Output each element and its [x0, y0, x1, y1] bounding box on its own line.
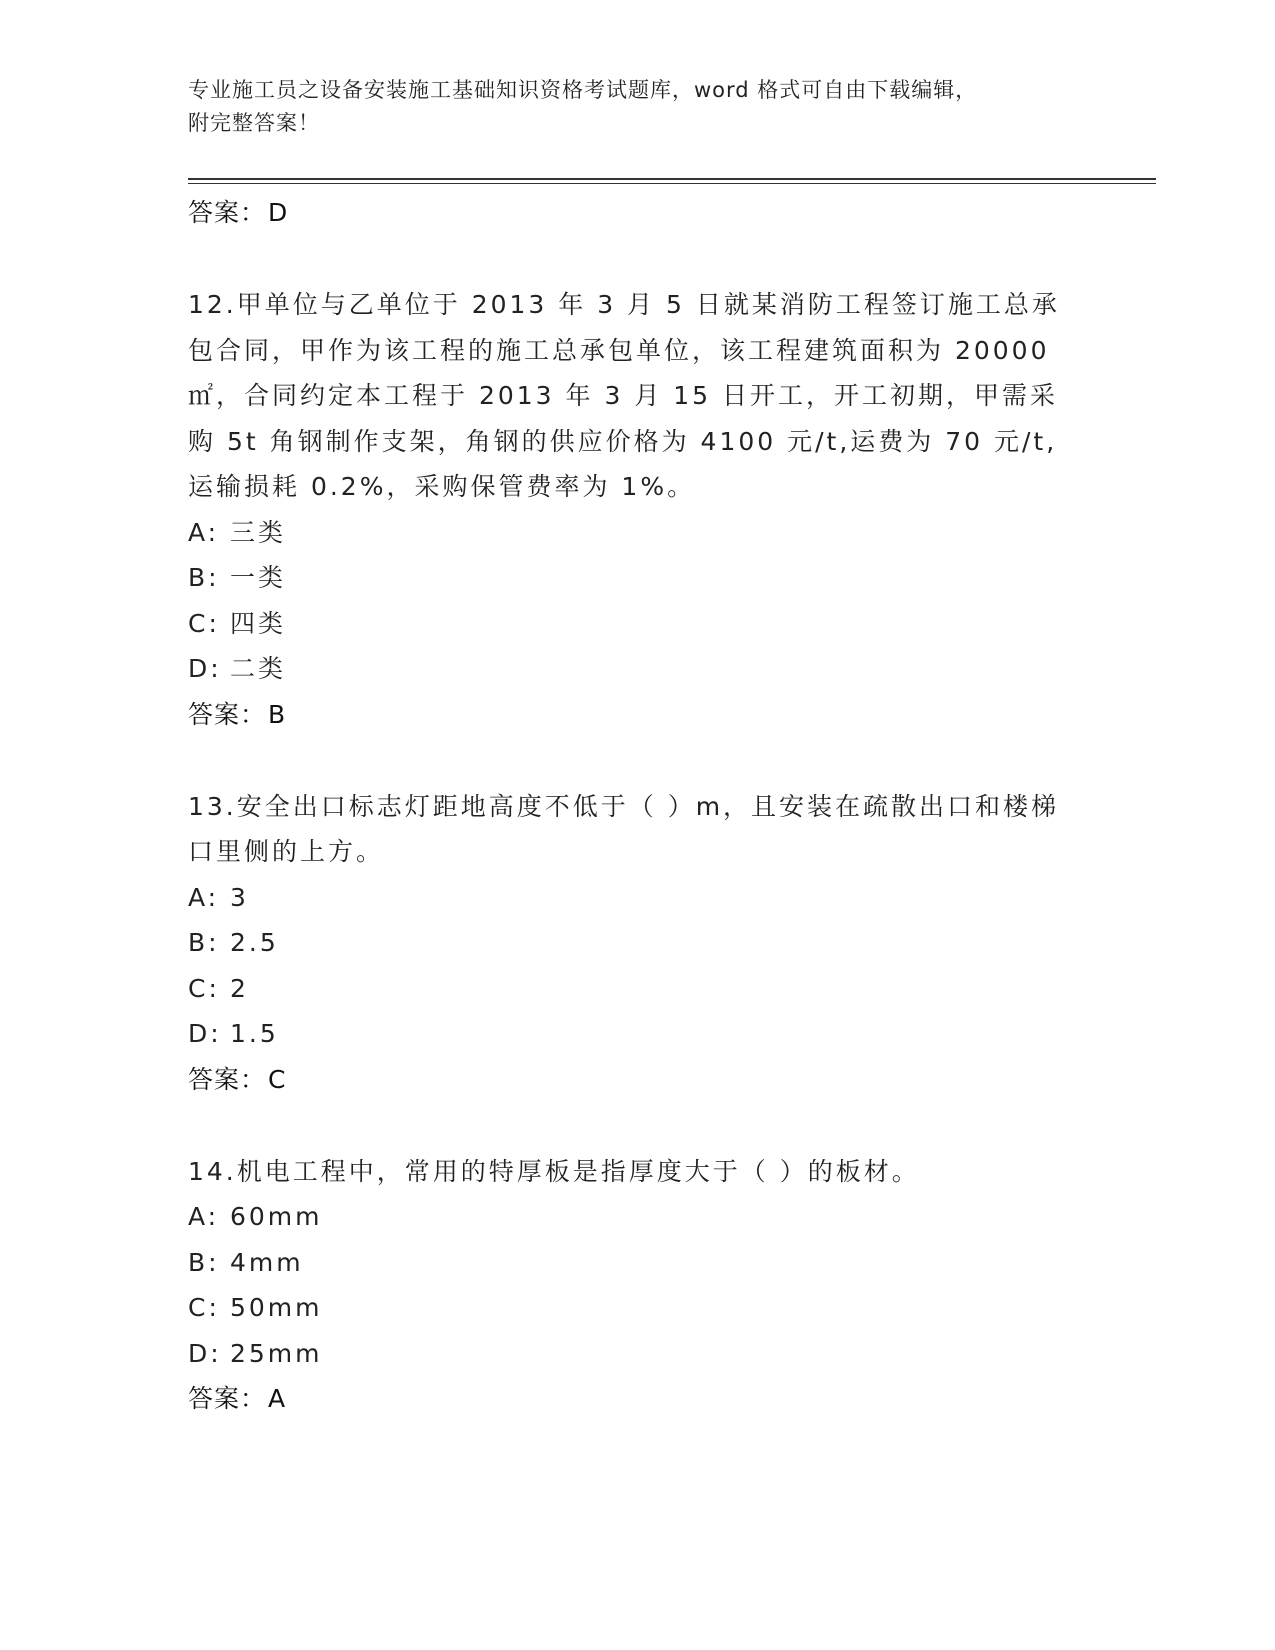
option-letter: B:: [188, 563, 220, 592]
option-letter: C:: [188, 1293, 220, 1322]
option-letter: B:: [188, 928, 220, 957]
option-letter: C:: [188, 973, 220, 1003]
question-block-12: [188, 282, 1088, 737]
option-a: [188, 1194, 1088, 1240]
option-text: 三类: [230, 517, 287, 547]
option-text: 25mm: [230, 1338, 323, 1368]
answer-line: [188, 692, 1088, 737]
answer-line: [188, 1376, 1088, 1421]
spacer: [188, 1102, 1088, 1149]
option-letter: D:: [188, 654, 222, 683]
option-b: [188, 555, 1088, 601]
option-letter: C:: [188, 608, 220, 638]
option-letter: D:: [188, 1338, 222, 1368]
answer-value: A: [268, 1384, 287, 1413]
question-block-13: [188, 784, 1088, 1102]
option-d: [188, 1331, 1088, 1377]
answer-label: 答案：: [188, 1064, 267, 1094]
option-d: [188, 646, 1088, 692]
question-text: 13.安全出口标志灯距地高度不低于（ ）m，且安装在疏散出口和楼梯口里侧的上方。: [188, 791, 1060, 866]
option-letter: A:: [188, 882, 220, 912]
option-text: 四类: [230, 608, 287, 638]
option-a: [188, 510, 1088, 556]
option-text: 4mm: [230, 1247, 304, 1277]
option-letter: B:: [188, 1247, 220, 1277]
answer-line: [188, 1057, 1088, 1102]
option-text: 一类: [230, 563, 287, 592]
option-c: [188, 966, 1088, 1012]
header-line-1: 专业施工员之设备安装施工基础知识资格考试题库，word 格式可自由下载编辑，: [188, 78, 978, 102]
option-text: 60mm: [230, 1202, 323, 1231]
answer-label: 答案：: [188, 1384, 267, 1413]
option-b: [188, 1240, 1088, 1286]
option-text: 二类: [230, 654, 287, 683]
option-text: 2: [230, 973, 249, 1003]
question-block-14: [188, 1149, 1088, 1422]
spacer: [188, 235, 1088, 282]
question-text: 14.机电工程中，常用的特厚板是指厚度大于（ ）的板材。: [188, 1156, 920, 1186]
header-divider-thin: [188, 183, 1156, 184]
option-a: [188, 875, 1088, 921]
option-b: [188, 920, 1088, 966]
option-d: [188, 1011, 1088, 1057]
previous-answer: [188, 190, 1088, 235]
option-letter: D:: [188, 1019, 222, 1048]
option-text: 1.5: [230, 1019, 279, 1048]
header-divider-thick: [188, 178, 1156, 180]
question-text: 12.甲单位与乙单位于 2013 年 3 月 5 日就某消防工程签订施工总承包合同，甲作为该工程的施工总承包单位，该工程建筑面积为 20000㎡，合同约定本工程于 2013 年 3 月 15 日开工，开工初期，甲需采购 5t 角钢制作支架，角钢的供应价格为 4100 元/t,运费为 70 元/t,运输损耗 0.2%，采购保管费率为 1%。: [188, 290, 1060, 501]
questions-content: [188, 190, 1088, 1421]
header-line-2: 附完整答案！: [188, 111, 320, 135]
page-header: [188, 74, 1088, 140]
option-c: [188, 601, 1088, 647]
answer-value: B: [268, 699, 287, 729]
answer-value: C: [268, 1064, 287, 1094]
option-text: 3: [230, 882, 249, 912]
option-letter: A:: [188, 1202, 220, 1231]
answer-label: 答案：: [188, 699, 267, 729]
option-text: 2.5: [230, 928, 279, 957]
option-c: [188, 1285, 1088, 1331]
option-letter: A:: [188, 517, 220, 547]
answer-value: D: [268, 198, 289, 227]
option-text: 50mm: [230, 1293, 323, 1322]
spacer: [188, 737, 1088, 784]
answer-label: 答案：: [188, 198, 267, 227]
